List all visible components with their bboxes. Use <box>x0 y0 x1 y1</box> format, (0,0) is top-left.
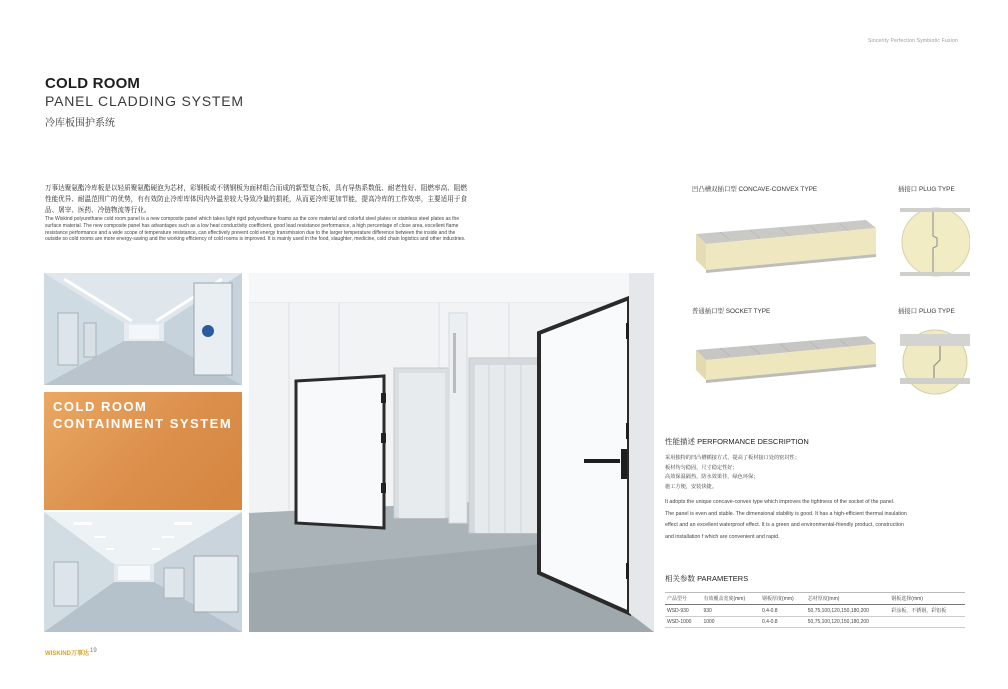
page-subtitle-cn: 冷库板围护系统 <box>45 118 115 129</box>
table-header-cell: 有效覆盖宽度(mm) <box>701 593 760 605</box>
corridor-photo-2-image <box>44 512 242 632</box>
plug-type-label-1: 插接口 PLUG TYPE <box>898 186 955 193</box>
intro-text-en: The Wiskind polyurethane cold room panel is a new composite panel which takes light rigid polyurethane foams as the core material and colorful steel plates or stainless steel plates as the surface material. The new composite panel has advantages such as a low heat conductivity coefficient, good lead resistance performance, a high percentage of close area, excellent flame resistance performance and a wide scope of temperature resistance, can effectively prevent cold energy transmission due to the larger temperature difference between the inside and the outside so cold rooms are more energy-saving and the working efficiency of cold rooms is improved. It is mainly used in the food, slaughter, medicine, cold chain logistics and other industries. <box>45 216 466 243</box>
table-cell <box>889 617 965 628</box>
socket-type-label: 普通插口型 SOCKET TYPE <box>692 308 771 315</box>
tagline: Sincerity Perfection Symbiotic Fusion <box>868 38 958 44</box>
page-number: 19 <box>90 648 97 654</box>
plug-detail-image-1 <box>900 202 970 280</box>
table-header-cell: 芯材厚度(mm) <box>806 593 890 605</box>
performance-cn-line: 采用独特的凹凸槽插接方式，提高了板材接口处的密封性； <box>665 455 800 461</box>
cold-room-door-photo <box>249 273 654 632</box>
performance-cn <box>665 454 965 492</box>
performance-en-line: The panel is even and stable. The dimensional stability is good. It has a high-efficient thermal insulation <box>665 510 907 517</box>
performance-en <box>665 497 970 543</box>
table-header-cell: 钢板厚度(mm) <box>760 593 806 605</box>
concave-convex-panel-image <box>690 206 882 276</box>
corridor-photo-1-image <box>44 273 242 385</box>
table-cell: 彩涂板，不锈钢，彩铝板 <box>889 605 965 617</box>
table-header-row <box>665 593 965 605</box>
cold-room-door-image <box>249 273 654 632</box>
containment-banner-text: COLD ROOM CONTAINMENT SYSTEM <box>53 399 233 431</box>
concave-convex-label: 凹凸槽双插口型 CONCAVE-CONVEX TYPE <box>692 186 818 193</box>
table-row <box>665 617 965 628</box>
table-cell: 0.4-0.8 <box>760 617 806 628</box>
performance-en-line: It adopts the unique concave-convex type which improves the tightness of the socket of the panel. <box>665 499 895 505</box>
performance-heading: 性能描述 PERFORMANCE DESCRIPTION <box>665 437 809 446</box>
plug-type-label-2: 插接口 PLUG TYPE <box>898 308 955 315</box>
table-cell: WSD-1000 <box>665 617 701 628</box>
page-title: COLD ROOM <box>45 75 141 92</box>
intro-text-cn: 万事达聚氨酯冷库板是以轻质聚氨酯硬泡为芯材，彩钢板或不锈钢板为面材组合而成的新型复合板，具有导热系数低、耐老性好、阻燃率高、阻燃性能优异、耐温范围广的优势，有有效防止冷库库体因内外温差较大导致冷量的损耗，从而更冷库更加节能，提高冷库的工作效率，主要适用于食品、屠宰、医药、冷链物流等行业。 <box>45 185 467 214</box>
parameters-table <box>665 592 965 628</box>
performance-cn-line: 板材均匀稳固，尺寸稳定性好； <box>665 464 738 471</box>
table-cell: 1000 <box>701 617 760 628</box>
performance-cn-line: 施工方便，安装快捷。 <box>665 483 717 490</box>
table-cell: 50,75,100,120,150,180,200 <box>806 617 890 628</box>
footer-brand-logo: WISKIND万事达 <box>45 651 89 657</box>
parameters-heading: 相关参数 PARAMETERS <box>665 574 749 583</box>
socket-panel-image <box>690 326 882 386</box>
corridor-photo-2 <box>44 512 242 632</box>
table-header-cell: 产品型号 <box>665 593 701 605</box>
table-row <box>665 605 965 617</box>
table-cell: 930 <box>701 605 760 617</box>
performance-en-line: and installation f which are convenient and rapid. <box>665 533 780 540</box>
table-header-cell: 钢板选择(mm) <box>889 593 965 605</box>
page-subtitle: PANEL CLADDING SYSTEM <box>45 93 244 109</box>
table-cell: 0.4-0.8 <box>760 605 806 617</box>
performance-en-line: effect and an excellent waterproof effect. It is a green and environmental-friendly product, construction <box>665 522 904 528</box>
table-cell: WSD-930 <box>665 605 701 617</box>
plug-detail-image-2 <box>900 326 970 396</box>
table-cell: 50,75,100,120,150,180,200 <box>806 605 890 617</box>
corridor-photo-1 <box>44 273 242 385</box>
performance-cn-line: 高效保温隔热，防水效果佳，绿色环保； <box>665 474 759 480</box>
